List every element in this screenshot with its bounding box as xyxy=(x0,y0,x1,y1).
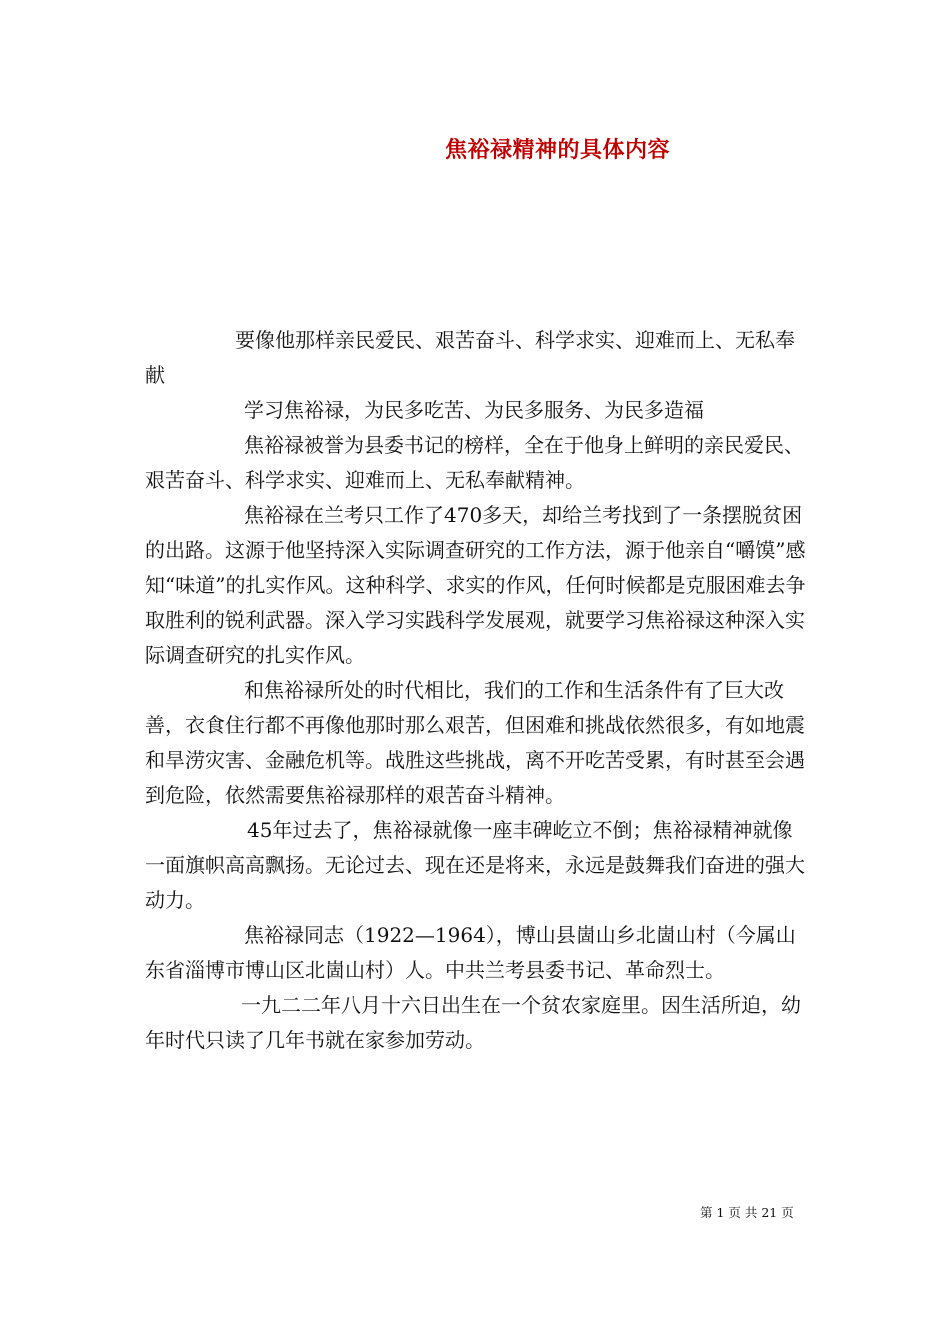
paragraph: 和焦裕禄所处的时代相比，我们的工作和生活条件有了巨大改善，衣食住行都不再像他那时那么艰苦，但困难和挑战依然很多，有如地震和旱涝灾害、金融危机等。战胜这些挑战，离不开吃苦受累，有时甚至会遇到危险，依然需要焦裕禄那样的艰苦奋斗精神。 xyxy=(145,678,805,807)
paragraph: 45年过去了，焦裕禄就像一座丰碑屹立不倒；焦裕禄精神就像一面旗帜高高飘扬。无论过去、现在还是将来，永远是鼓舞我们奋进的强大动力。 xyxy=(145,818,805,912)
document-title: 焦裕禄精神的具体内容 xyxy=(445,137,671,163)
paragraph: 焦裕禄被誉为县委书记的榜样，全在于他身上鲜明的亲民爱民、艰苦奋斗、科学求实、迎难而上、无私奉献精神。 xyxy=(145,433,804,492)
document-body xyxy=(145,323,810,1058)
paragraph: 焦裕禄同志（1922—1964），博山县崮山乡北崮山村（今属山东省淄博市博山区北崮山村）人。中共兰考县委书记、革命烈士。 xyxy=(145,923,796,982)
paragraph: 要像他那样亲民爱民、艰苦奋斗、科学求实、迎难而上、无私奉献 xyxy=(145,328,795,387)
paragraph: 焦裕禄在兰考只工作了470多天，却给兰考找到了一条摆脱贫困的出路。这源于他坚持深入实际调查研究的工作方法，源于他亲自“嚼馍”感知“味道”的扎实作风。这种科学、求实的作风，任何时候都是克服困难去争取胜利的锐利武器。深入学习实践科学发展观，就要学习焦裕禄这种深入实际调查研究的扎实作风。 xyxy=(145,503,806,667)
paragraph: 学习焦裕禄，为民多吃苦、为民多服务、为民多造福 xyxy=(244,398,704,422)
page-number-footer: 第 1 页 共 21 页 xyxy=(700,1205,794,1220)
paragraph: 一九二二年八月十六日出生在一个贫农家庭里。因生活所迫，幼年时代只读了几年书就在家参加劳动。 xyxy=(145,993,801,1052)
